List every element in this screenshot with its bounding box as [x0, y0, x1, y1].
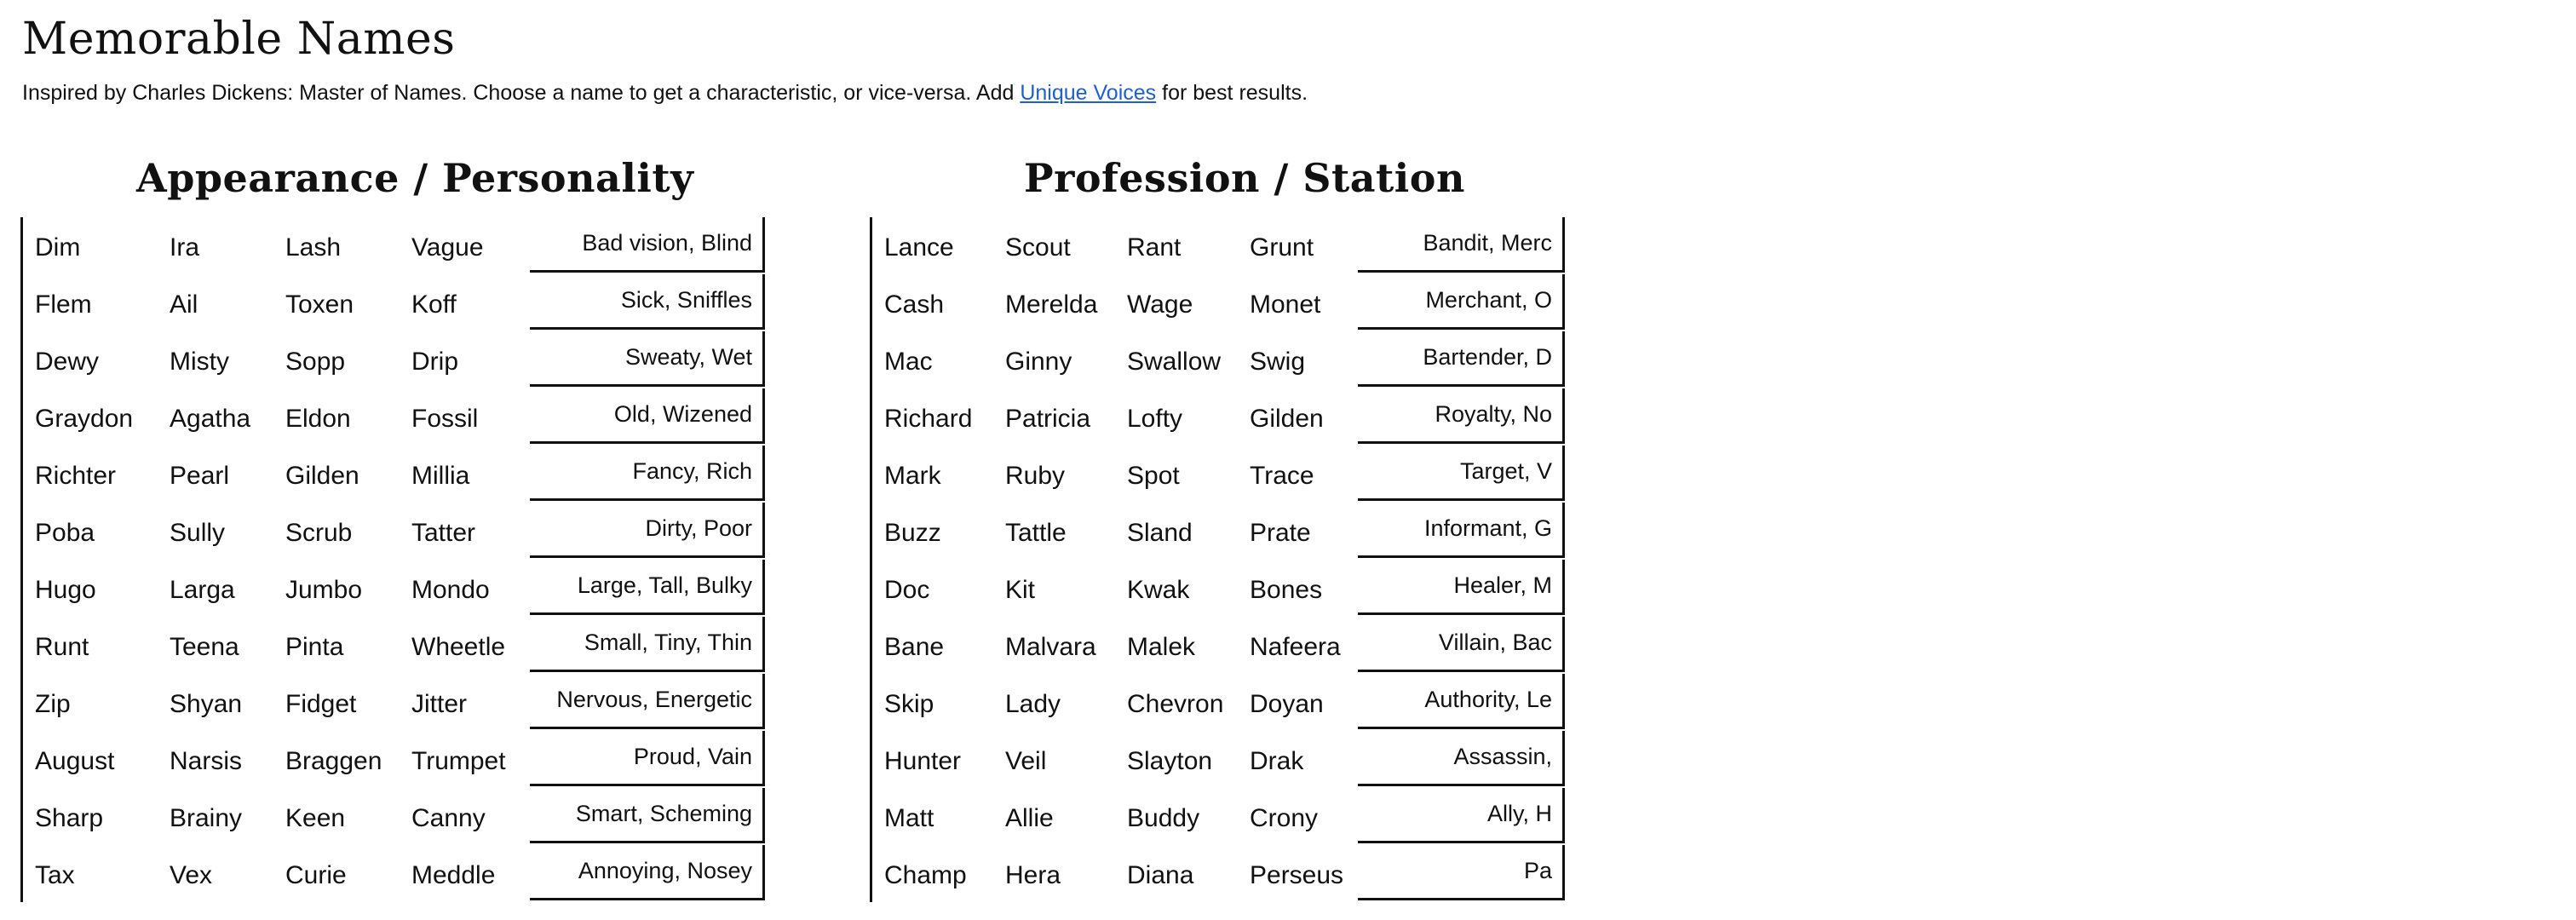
trait-cell — [1358, 331, 1565, 387]
trait-label: Royalty, No — [1435, 401, 1552, 427]
name-cell: Chevron — [1127, 690, 1224, 718]
trait-cell — [1358, 674, 1565, 729]
trait-cell — [530, 845, 765, 900]
appearance-personality-heading: Appearance / Personality — [136, 155, 694, 201]
name-cell: Lance — [884, 233, 954, 262]
trait-label: Dirty, Poor — [645, 515, 752, 541]
name-cell: Malek — [1127, 633, 1196, 661]
name-cell: Hunter — [884, 747, 962, 775]
name-cell: Canny — [411, 804, 486, 832]
name-cell: Sland — [1127, 519, 1193, 547]
name-cell: Drip — [411, 348, 459, 376]
name-cell: Hera — [1005, 861, 1061, 889]
trait-label: Nervous, Energetic — [556, 687, 752, 712]
trait-cell — [530, 274, 765, 330]
name-cell: Prate — [1250, 519, 1311, 547]
name-cell: Buddy — [1127, 804, 1200, 832]
profession-station-heading: Profession / Station — [1024, 155, 1465, 201]
name-cell: Kwak — [1127, 576, 1190, 604]
trait-cell — [1358, 845, 1565, 900]
table-row — [872, 388, 2576, 446]
name-cell: Jumbo — [285, 576, 363, 604]
name-cell: Misty — [170, 348, 229, 376]
name-cell: Richter — [35, 462, 117, 490]
name-cell: Kit — [1005, 576, 1036, 604]
name-cell: Patricia — [1005, 405, 1091, 433]
trait-cell — [1358, 274, 1565, 330]
name-cell: Poba — [35, 519, 95, 547]
trait-label: Old, Wizened — [613, 401, 752, 427]
trait-cell — [1358, 617, 1565, 672]
name-cell: August — [35, 747, 115, 775]
name-cell: Richard — [884, 405, 973, 433]
trait-label: Assassin, — [1453, 744, 1552, 769]
trait-cell — [1358, 446, 1565, 501]
name-cell: Toxen — [285, 290, 354, 319]
trait-cell — [1358, 560, 1565, 615]
table-row — [872, 845, 2576, 902]
name-cell: Bones — [1250, 576, 1323, 604]
name-cell: Larga — [170, 576, 235, 604]
name-cell: Millia — [411, 462, 470, 490]
name-cell: Trumpet — [411, 747, 506, 775]
trait-label: Sick, Sniffles — [620, 287, 752, 313]
trait-label: Large, Tall, Bulky — [577, 572, 752, 598]
name-cell: Pinta — [285, 633, 344, 661]
table-row — [872, 731, 2576, 788]
name-cell: Shyan — [170, 690, 243, 718]
profession-station-table — [870, 217, 2576, 902]
name-cell: Buzz — [884, 519, 941, 547]
trait-cell — [530, 731, 765, 786]
trait-cell — [530, 788, 765, 843]
table-row — [872, 217, 2576, 274]
table-row — [872, 446, 2576, 503]
name-cell: Ruby — [1005, 462, 1066, 490]
name-cell: Gilden — [285, 462, 359, 490]
trait-label: Bad vision, Blind — [582, 230, 752, 256]
trait-cell — [530, 674, 765, 729]
name-cell: Allie — [1005, 804, 1054, 832]
table-row — [872, 503, 2576, 560]
name-cell: Sharp — [35, 804, 104, 832]
name-cell: Ginny — [1005, 348, 1072, 376]
name-cell: Narsis — [170, 747, 243, 775]
trait-cell — [530, 217, 765, 273]
name-cell: Tatter — [411, 519, 476, 547]
name-cell: Jitter — [411, 690, 468, 718]
trait-cell — [530, 560, 765, 615]
trait-label: Informant, G — [1423, 515, 1552, 541]
name-cell: Curie — [285, 861, 347, 889]
name-cell: Koff — [411, 290, 457, 319]
name-cell: Swig — [1250, 348, 1306, 376]
name-cell: Ail — [170, 290, 198, 319]
table-row — [872, 674, 2576, 731]
name-cell: Drak — [1250, 747, 1304, 775]
name-cell: Bane — [884, 633, 945, 661]
name-cell: Dewy — [35, 348, 100, 376]
name-cell: Veil — [1005, 747, 1047, 775]
name-cell: Monet — [1250, 290, 1321, 319]
trait-label: Fancy, Rich — [632, 458, 752, 484]
table-row — [872, 331, 2576, 388]
name-cell: Matt — [884, 804, 934, 832]
name-cell: Merelda — [1005, 290, 1098, 319]
trait-cell — [530, 446, 765, 501]
name-cell: Tattle — [1005, 519, 1067, 547]
trait-cell — [1358, 503, 1565, 558]
trait-cell — [1358, 731, 1565, 786]
table-row — [872, 274, 2576, 331]
name-cell: Agatha — [170, 405, 251, 433]
name-cell: Runt — [35, 633, 89, 661]
trait-label: Bartender, D — [1423, 344, 1552, 370]
name-cell: Wheetle — [411, 633, 506, 661]
name-cell: Champ — [884, 861, 967, 889]
name-cell: Scout — [1005, 233, 1071, 262]
table-row — [872, 788, 2576, 845]
trait-cell — [530, 617, 765, 672]
name-cell: Scrub — [285, 519, 353, 547]
trait-label: Healer, M — [1453, 572, 1552, 598]
name-cell: Gilden — [1250, 405, 1324, 433]
name-cell: Meddle — [411, 861, 496, 889]
name-cell: Skip — [884, 690, 934, 718]
name-cell: Fossil — [411, 405, 479, 433]
trait-label: Villain, Bac — [1438, 630, 1552, 655]
name-cell: Mark — [884, 462, 941, 490]
trait-cell — [1358, 217, 1565, 273]
trait-cell — [1358, 388, 1565, 444]
name-cell: Nafeera — [1250, 633, 1341, 661]
name-cell: Swallow — [1127, 348, 1222, 376]
trait-label: Bandit, Merc — [1423, 230, 1552, 256]
intro-text-start: Inspired by Charles Dickens: Master of Names. Choose a name to get a characteristic, or vice-versa. Add — [22, 81, 1021, 105]
trait-label: Pa — [1523, 858, 1552, 883]
name-cell: Fidget — [285, 690, 357, 718]
trait-label: Merchant, O — [1425, 287, 1552, 313]
name-cell: Pearl — [170, 462, 230, 490]
name-cell: Lash — [285, 233, 342, 262]
name-cell: Tax — [35, 861, 75, 889]
name-cell: Brainy — [170, 804, 243, 832]
trait-label: Annoying, Nosey — [578, 858, 752, 883]
name-cell: Zip — [35, 690, 71, 718]
name-cell: Graydon — [35, 405, 134, 433]
trait-label: Small, Tiny, Thin — [584, 630, 752, 655]
intro-text — [22, 78, 1308, 107]
name-cell: Mac — [884, 348, 933, 376]
name-cell: Trace — [1250, 462, 1314, 490]
name-cell: Braggen — [285, 747, 382, 775]
name-cell: Cash — [884, 290, 945, 319]
name-cell: Lofty — [1127, 405, 1183, 433]
trait-cell — [530, 503, 765, 558]
name-cell: Eldon — [285, 405, 351, 433]
intro-text-end: for best results. — [1156, 81, 1308, 105]
trait-label: Ally, H — [1486, 801, 1552, 826]
trait-cell — [530, 388, 765, 444]
table-row — [872, 617, 2576, 674]
name-cell: Sopp — [285, 348, 346, 376]
name-cell: Crony — [1250, 804, 1319, 832]
trait-label: Sweaty, Wet — [624, 344, 752, 370]
name-cell: Doyan — [1250, 690, 1324, 718]
name-cell: Dim — [35, 233, 81, 262]
trait-cell — [530, 331, 765, 387]
trait-label: Smart, Scheming — [575, 801, 752, 826]
name-cell: Grunt — [1250, 233, 1314, 262]
name-cell: Ira — [170, 233, 200, 262]
unique-voices-link[interactable]: Unique Voices — [1020, 81, 1157, 105]
name-cell: Keen — [285, 804, 346, 832]
name-cell: Diana — [1127, 861, 1194, 889]
name-cell: Rant — [1127, 233, 1182, 262]
name-cell: Vague — [411, 233, 484, 262]
trait-cell — [1358, 788, 1565, 843]
name-cell: Sully — [170, 519, 226, 547]
name-cell: Slayton — [1127, 747, 1213, 775]
name-cell: Doc — [884, 576, 930, 604]
page-title: Memorable Names — [22, 14, 456, 65]
trait-label: Target, V — [1459, 458, 1552, 484]
name-cell: Perseus — [1250, 861, 1344, 889]
name-cell: Wage — [1127, 290, 1193, 319]
name-cell: Teena — [170, 633, 239, 661]
name-cell: Malvara — [1005, 633, 1096, 661]
name-cell: Vex — [170, 861, 213, 889]
name-cell: Hugo — [35, 576, 96, 604]
name-cell: Mondo — [411, 576, 490, 604]
name-cell: Flem — [35, 290, 92, 319]
trait-label: Proud, Vain — [633, 744, 752, 769]
name-cell: Lady — [1005, 690, 1061, 718]
table-row — [872, 560, 2576, 617]
name-cell: Spot — [1127, 462, 1180, 490]
trait-label: Authority, Le — [1424, 687, 1552, 712]
